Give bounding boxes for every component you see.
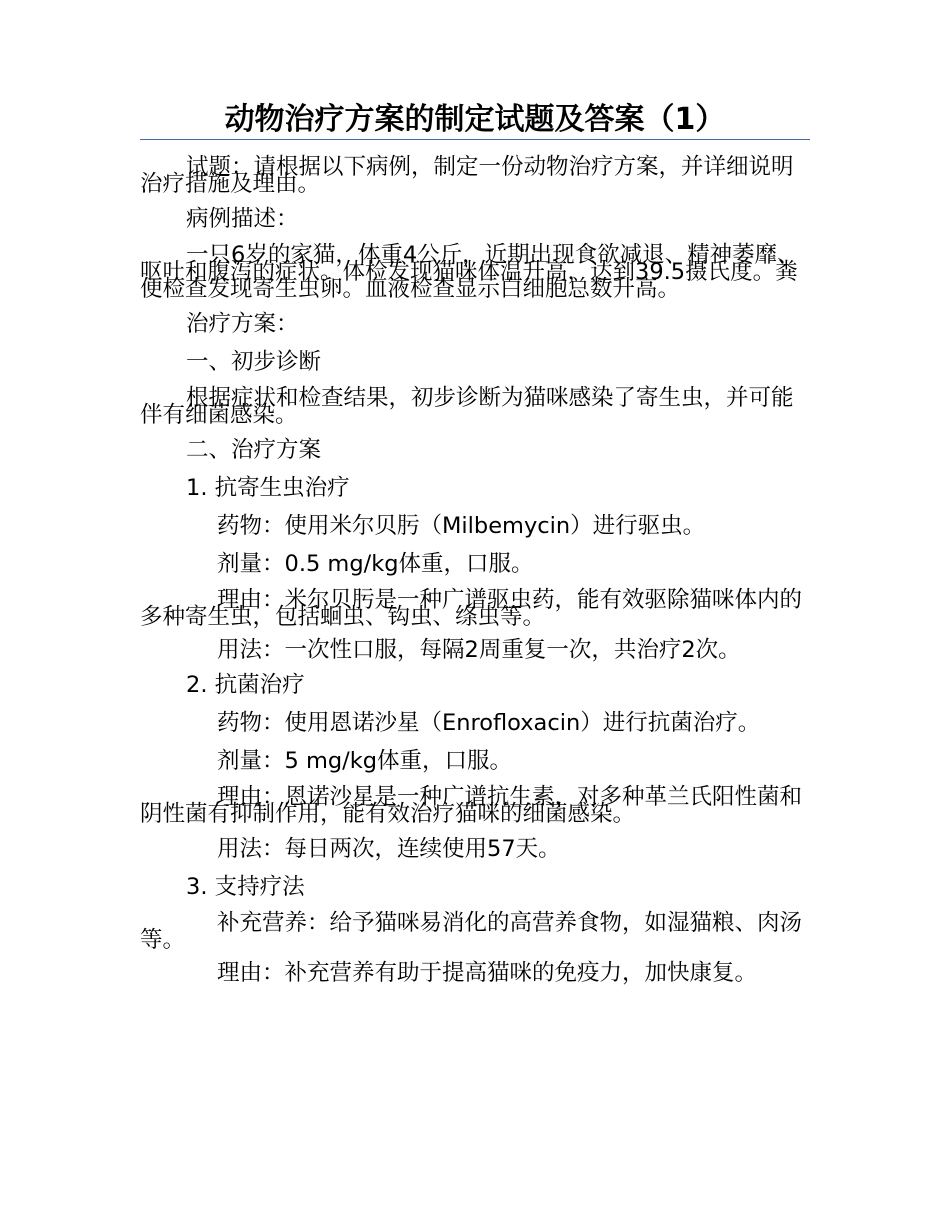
section-heading-treatment: 二、治疗方案 bbox=[186, 437, 322, 463]
paragraph-case-description: 一只6岁的家猫，体重4公斤，近期出现食欲减退、精神萎靡、呕吐和腹泻的症状。体检发现猫咪体温升高，达到39.5摄氏度。粪便检查发现寄生虫卵。血液检查显示白细胞总数升高。 bbox=[140, 242, 800, 302]
paragraph-antibacterial-dose: 剂量：5 mg/kg体重，口服。 bbox=[217, 748, 513, 774]
paragraph-antibacterial-reason: 理由：恩诺沙星是一种广谱抗生素，对多种革兰氏阳性菌和阴性菌有抑制作用，能有效治疗猫咪的细菌感染。 bbox=[140, 784, 803, 827]
paragraph-supportive-reason: 理由：补充营养有助于提高猫咪的免疫力，加快康复。 bbox=[217, 960, 758, 986]
paragraph-antiparasitic-reason: 理由：米尔贝肟是一种广谱驱虫药，能有效驱除猫咪体内的多种寄生虫，包括蛔虫、钩虫、绦虫等。 bbox=[140, 587, 803, 630]
subsection-antibacterial: 2. 抗菌治疗 bbox=[186, 672, 305, 698]
document-title: 动物治疗方案的制定试题及答案（1） bbox=[224, 102, 726, 137]
paragraph-plan-heading: 治疗方案： bbox=[186, 311, 299, 337]
paragraph-antibacterial-usage: 用法：每日两次，连续使用57天。 bbox=[217, 836, 561, 862]
paragraph-antiparasitic-drug: 药物：使用米尔贝肟（Milbemycin）进行驱虫。 bbox=[217, 513, 706, 539]
paragraph-antiparasitic-usage: 用法：一次性口服，每隔2周重复一次，共治疗2次。 bbox=[217, 637, 741, 663]
paragraph-supportive-nutrition: 补充营养：给予猫咪易消化的高营养食物，如湿猫粮、肉汤等。 bbox=[140, 910, 803, 953]
document-body bbox=[140, 154, 810, 986]
subsection-antiparasitic: 1. 抗寄生虫治疗 bbox=[186, 475, 350, 501]
section-heading-diagnosis: 一、初步诊断 bbox=[186, 349, 322, 375]
paragraph-question: 试题：请根据以下病例，制定一份动物治疗方案，并详细说明治疗措施及理由。 bbox=[140, 154, 794, 197]
subsection-supportive: 3. 支持疗法 bbox=[186, 874, 305, 900]
paragraph-antibacterial-drug: 药物：使用恩诺沙星（Enrofloxacin）进行抗菌治疗。 bbox=[217, 710, 761, 736]
paragraph-antiparasitic-dose: 剂量：0.5 mg/kg体重，口服。 bbox=[217, 551, 534, 577]
paragraph-case-heading: 病例描述： bbox=[186, 206, 299, 232]
title-underline bbox=[140, 139, 810, 140]
paragraph-diagnosis: 根据症状和检查结果，初步诊断为猫咪感染了寄生虫，并可能伴有细菌感染。 bbox=[140, 385, 794, 428]
